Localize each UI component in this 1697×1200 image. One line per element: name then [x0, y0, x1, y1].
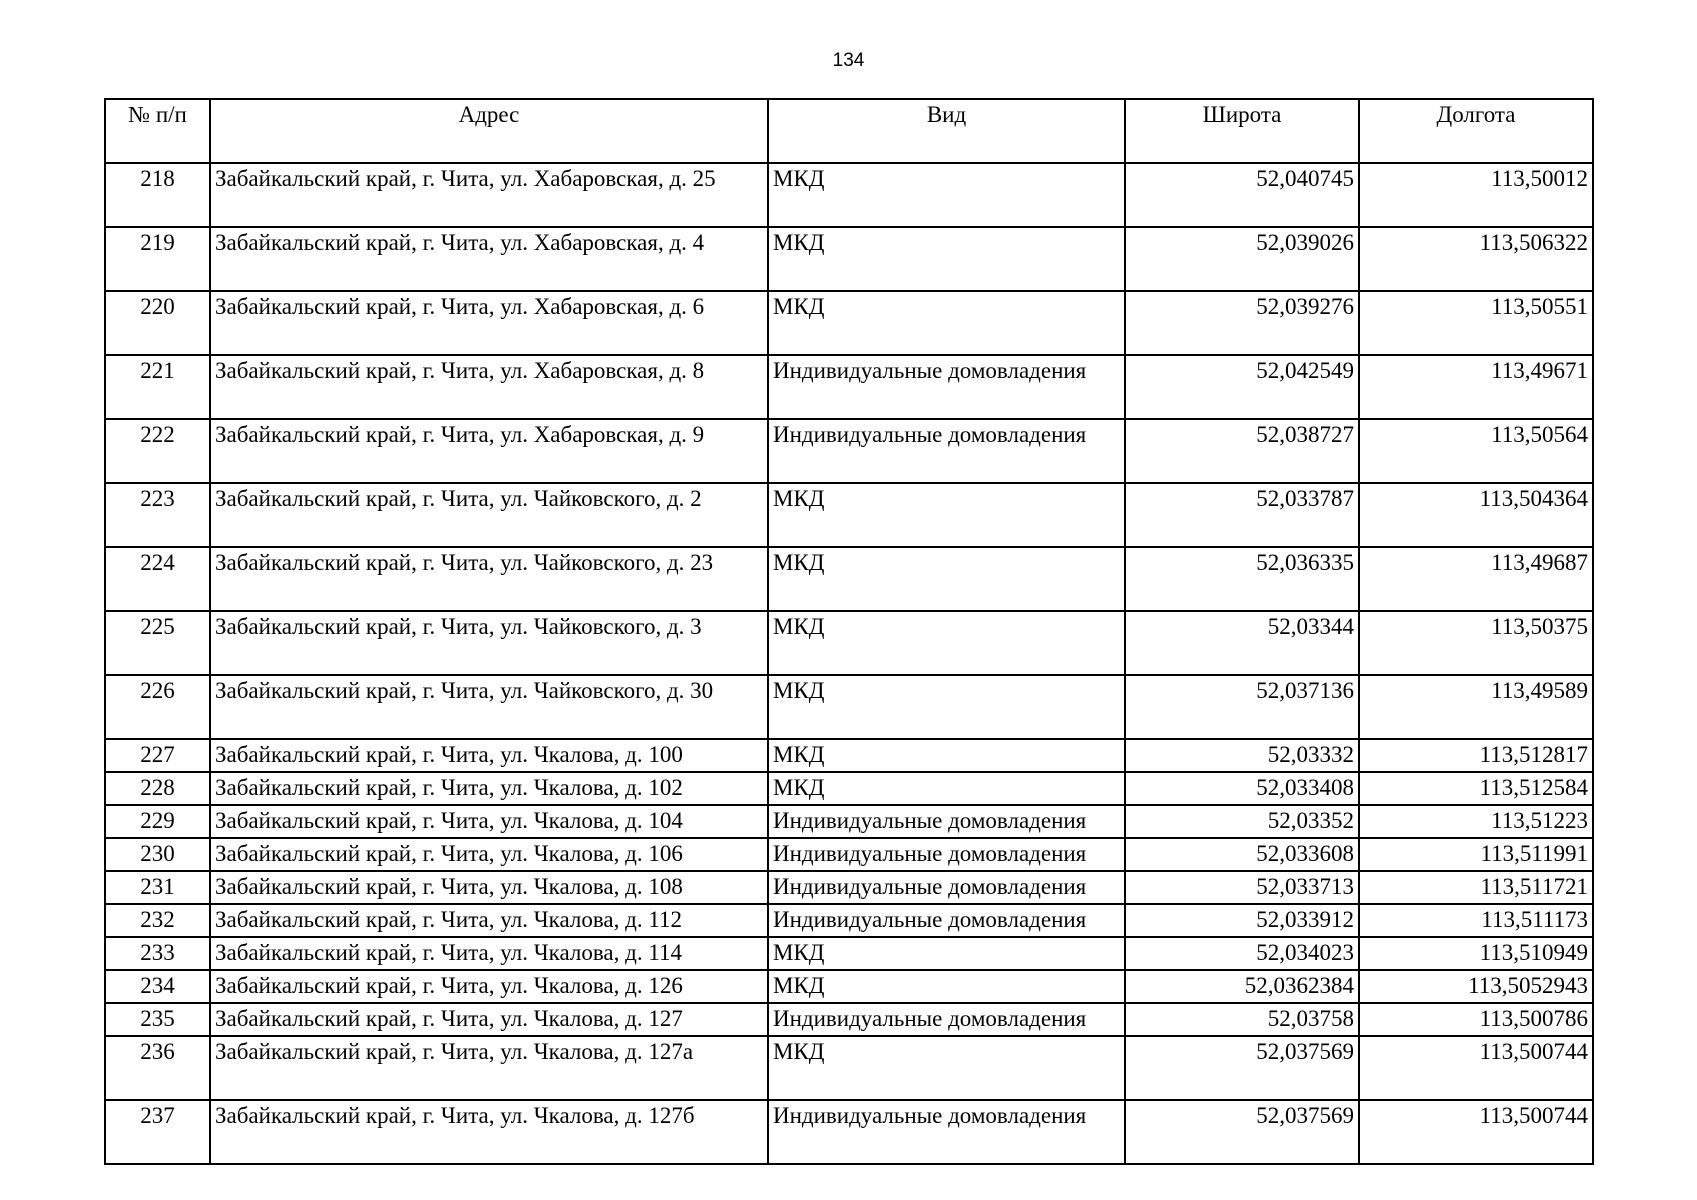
kind-cell: Индивидуальные домовладения — [768, 1100, 1125, 1164]
latitude-cell: 52,037569 — [1125, 1100, 1359, 1164]
longitude-cell: 113,511173 — [1359, 904, 1593, 937]
row-number-cell: 227 — [105, 739, 210, 772]
row-number-cell: 232 — [105, 904, 210, 937]
address-cell: Забайкальский край, г. Чита, ул. Чкалова, д. 108 — [210, 871, 768, 904]
longitude-cell: 113,500744 — [1359, 1100, 1593, 1164]
table-row — [105, 419, 1593, 483]
address-cell: Забайкальский край, г. Чита, ул. Хабаровская, д. 25 — [210, 163, 768, 227]
address-cell: Забайкальский край, г. Чита, ул. Чкалова, д. 112 — [210, 904, 768, 937]
row-number-cell: 226 — [105, 675, 210, 739]
table-row — [105, 1003, 1593, 1036]
table-row — [105, 1100, 1593, 1164]
address-table — [104, 98, 1594, 1165]
longitude-cell: 113,512584 — [1359, 772, 1593, 805]
row-number-cell: 236 — [105, 1036, 210, 1100]
column-header-longitude: Долгота — [1359, 99, 1593, 163]
table-row — [105, 970, 1593, 1003]
latitude-cell: 52,03352 — [1125, 805, 1359, 838]
table-row — [105, 483, 1593, 547]
table-row — [105, 739, 1593, 772]
longitude-cell: 113,511721 — [1359, 871, 1593, 904]
kind-cell: Индивидуальные домовладения — [768, 838, 1125, 871]
latitude-cell: 52,03344 — [1125, 611, 1359, 675]
latitude-cell: 52,03758 — [1125, 1003, 1359, 1036]
address-cell: Забайкальский край, г. Чита, ул. Чкалова, д. 126 — [210, 970, 768, 1003]
latitude-cell: 52,034023 — [1125, 937, 1359, 970]
row-number-cell: 220 — [105, 291, 210, 355]
table-row — [105, 937, 1593, 970]
longitude-cell: 113,512817 — [1359, 739, 1593, 772]
latitude-cell: 52,037136 — [1125, 675, 1359, 739]
latitude-cell: 52,038727 — [1125, 419, 1359, 483]
kind-cell: МКД — [768, 547, 1125, 611]
kind-cell: МКД — [768, 675, 1125, 739]
row-number-cell: 218 — [105, 163, 210, 227]
kind-cell: МКД — [768, 937, 1125, 970]
latitude-cell: 52,0362384 — [1125, 970, 1359, 1003]
longitude-cell: 113,5052943 — [1359, 970, 1593, 1003]
address-cell: Забайкальский край, г. Чита, ул. Чкалова, д. 106 — [210, 838, 768, 871]
column-header-address: Адрес — [210, 99, 768, 163]
latitude-cell: 52,033787 — [1125, 483, 1359, 547]
longitude-cell: 113,506322 — [1359, 227, 1593, 291]
row-number-cell: 231 — [105, 871, 210, 904]
row-number-cell: 224 — [105, 547, 210, 611]
address-cell: Забайкальский край, г. Чита, ул. Чкалова, д. 104 — [210, 805, 768, 838]
row-number-cell: 234 — [105, 970, 210, 1003]
table-row — [105, 291, 1593, 355]
kind-cell: МКД — [768, 483, 1125, 547]
column-header-number: № п/п — [105, 99, 210, 163]
kind-cell: Индивидуальные домовладения — [768, 1003, 1125, 1036]
table-row — [105, 805, 1593, 838]
table-row — [105, 163, 1593, 227]
address-cell: Забайкальский край, г. Чита, ул. Хабаровская, д. 4 — [210, 227, 768, 291]
table-row — [105, 227, 1593, 291]
address-cell: Забайкальский край, г. Чита, ул. Чкалова, д. 127 — [210, 1003, 768, 1036]
longitude-cell: 113,49671 — [1359, 355, 1593, 419]
address-cell: Забайкальский край, г. Чита, ул. Чайковского, д. 23 — [210, 547, 768, 611]
longitude-cell: 113,50375 — [1359, 611, 1593, 675]
longitude-cell: 113,50564 — [1359, 419, 1593, 483]
address-cell: Забайкальский край, г. Чита, ул. Чкалова, д. 100 — [210, 739, 768, 772]
kind-cell: МКД — [768, 291, 1125, 355]
longitude-cell: 113,49687 — [1359, 547, 1593, 611]
latitude-cell: 52,03332 — [1125, 739, 1359, 772]
table-row — [105, 904, 1593, 937]
latitude-cell: 52,033608 — [1125, 838, 1359, 871]
kind-cell: МКД — [768, 163, 1125, 227]
address-cell: Забайкальский край, г. Чита, ул. Чайковского, д. 30 — [210, 675, 768, 739]
table-row — [105, 611, 1593, 675]
longitude-cell: 113,511991 — [1359, 838, 1593, 871]
longitude-cell: 113,510949 — [1359, 937, 1593, 970]
longitude-cell: 113,50551 — [1359, 291, 1593, 355]
kind-cell: Индивидуальные домовладения — [768, 355, 1125, 419]
latitude-cell: 52,033408 — [1125, 772, 1359, 805]
table-row — [105, 1036, 1593, 1100]
kind-cell: МКД — [768, 970, 1125, 1003]
table-header-row — [105, 99, 1593, 163]
address-cell: Забайкальский край, г. Чита, ул. Хабаровская, д. 8 — [210, 355, 768, 419]
address-cell: Забайкальский край, г. Чита, ул. Хабаровская, д. 9 — [210, 419, 768, 483]
kind-cell: МКД — [768, 227, 1125, 291]
latitude-cell: 52,033912 — [1125, 904, 1359, 937]
address-cell: Забайкальский край, г. Чита, ул. Чайковского, д. 3 — [210, 611, 768, 675]
address-cell: Забайкальский край, г. Чита, ул. Чкалова, д. 114 — [210, 937, 768, 970]
latitude-cell: 52,033713 — [1125, 871, 1359, 904]
row-number-cell: 237 — [105, 1100, 210, 1164]
column-header-kind: Вид — [768, 99, 1125, 163]
row-number-cell: 219 — [105, 227, 210, 291]
longitude-cell: 113,500744 — [1359, 1036, 1593, 1100]
page-number: 134 — [832, 50, 865, 71]
address-cell: Забайкальский край, г. Чита, ул. Чайковского, д. 2 — [210, 483, 768, 547]
kind-cell: МКД — [768, 611, 1125, 675]
address-cell: Забайкальский край, г. Чита, ул. Чкалова, д. 127а — [210, 1036, 768, 1100]
latitude-cell: 52,036335 — [1125, 547, 1359, 611]
table-row — [105, 547, 1593, 611]
latitude-cell: 52,037569 — [1125, 1036, 1359, 1100]
table-row — [105, 355, 1593, 419]
longitude-cell: 113,500786 — [1359, 1003, 1593, 1036]
table-row — [105, 838, 1593, 871]
table-row — [105, 772, 1593, 805]
longitude-cell: 113,49589 — [1359, 675, 1593, 739]
kind-cell: МКД — [768, 772, 1125, 805]
latitude-cell: 52,040745 — [1125, 163, 1359, 227]
latitude-cell: 52,039276 — [1125, 291, 1359, 355]
latitude-cell: 52,039026 — [1125, 227, 1359, 291]
row-number-cell: 228 — [105, 772, 210, 805]
row-number-cell: 235 — [105, 1003, 210, 1036]
row-number-cell: 225 — [105, 611, 210, 675]
longitude-cell: 113,504364 — [1359, 483, 1593, 547]
table-body — [105, 163, 1593, 1164]
row-number-cell: 230 — [105, 838, 210, 871]
row-number-cell: 233 — [105, 937, 210, 970]
kind-cell: Индивидуальные домовладения — [768, 871, 1125, 904]
table-row — [105, 675, 1593, 739]
kind-cell: МКД — [768, 1036, 1125, 1100]
kind-cell: Индивидуальные домовладения — [768, 419, 1125, 483]
row-number-cell: 222 — [105, 419, 210, 483]
kind-cell: МКД — [768, 739, 1125, 772]
row-number-cell: 221 — [105, 355, 210, 419]
latitude-cell: 52,042549 — [1125, 355, 1359, 419]
address-cell: Забайкальский край, г. Чита, ул. Хабаровская, д. 6 — [210, 291, 768, 355]
row-number-cell: 223 — [105, 483, 210, 547]
column-header-latitude: Широта — [1125, 99, 1359, 163]
longitude-cell: 113,50012 — [1359, 163, 1593, 227]
table-row — [105, 871, 1593, 904]
row-number-cell: 229 — [105, 805, 210, 838]
kind-cell: Индивидуальные домовладения — [768, 904, 1125, 937]
address-cell: Забайкальский край, г. Чита, ул. Чкалова, д. 102 — [210, 772, 768, 805]
kind-cell: Индивидуальные домовладения — [768, 805, 1125, 838]
address-cell: Забайкальский край, г. Чита, ул. Чкалова, д. 127б — [210, 1100, 768, 1164]
longitude-cell: 113,51223 — [1359, 805, 1593, 838]
